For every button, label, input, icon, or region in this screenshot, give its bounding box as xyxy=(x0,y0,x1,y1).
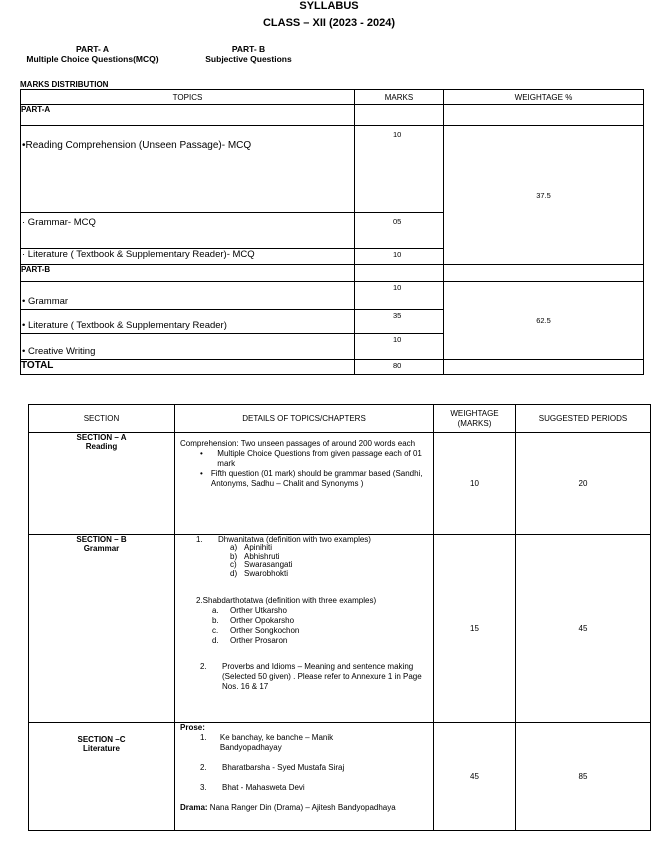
list-text: Bhat - Mahasweta Devi xyxy=(222,783,305,792)
table-header-row xyxy=(29,405,651,433)
marks-cell: 10 xyxy=(355,126,444,213)
section-b-sub: Grammar xyxy=(83,544,120,553)
sub-letter: a. xyxy=(212,606,219,615)
sub-letter: c) xyxy=(230,560,237,569)
list-item xyxy=(200,662,433,692)
list-text: Proverbs and Idioms – Meaning and sentence making (Selected 50 given) . Please refer to Annexure 1 in Page Nos. 16 & 17 xyxy=(222,662,422,691)
topic-cell: • Grammar xyxy=(21,282,355,310)
list-item xyxy=(200,733,380,753)
marks-distribution-heading: MARKS DISTRIBUTION xyxy=(20,80,109,89)
section-c-details xyxy=(175,723,434,831)
list-item xyxy=(200,449,433,469)
header-suggested-periods: SUGGESTED PERIODS xyxy=(516,405,651,433)
marks-cell: 05 xyxy=(355,213,444,249)
header-marks: MARKS xyxy=(355,90,444,105)
section-c-weight: 45 xyxy=(434,723,516,831)
part-a-title: PART- A xyxy=(75,44,110,54)
part-b-label xyxy=(186,44,311,64)
list-item xyxy=(200,469,433,489)
list-item xyxy=(230,570,433,579)
sub-letter: c. xyxy=(212,626,219,635)
sub-text: Orther Prosaron xyxy=(230,636,288,645)
empty-cell xyxy=(444,105,644,126)
empty-cell xyxy=(355,105,444,126)
bullet-icon: • xyxy=(200,469,203,478)
list-number: 2. xyxy=(200,763,207,772)
list-item xyxy=(200,783,433,793)
section-c-row xyxy=(29,723,651,831)
sub-letter: b) xyxy=(230,551,238,561)
section-b-row xyxy=(29,535,651,723)
drama-label: Drama: xyxy=(180,803,208,812)
sub-letter: d) xyxy=(230,568,238,578)
sub-text: Abhishruti xyxy=(244,551,280,561)
empty-cell xyxy=(444,360,644,375)
sections-table xyxy=(28,404,651,831)
section-c-name: SECTION –C xyxy=(77,735,126,744)
topic-cell: • Creative Writing xyxy=(21,334,355,360)
list-text: Bharatbarsha - Syed Mustafa Siraj xyxy=(222,763,345,772)
list-number: 2. xyxy=(200,662,207,671)
drama-line xyxy=(180,803,410,813)
part-a-subtitle: Multiple Choice Questions(MCQ) xyxy=(26,54,159,64)
part-a-row xyxy=(21,105,644,126)
table-header-row xyxy=(21,90,644,105)
prose-label: Prose: xyxy=(180,723,205,732)
part-a-cell: PART-A xyxy=(21,105,355,126)
section-b-cell xyxy=(29,535,175,723)
topic-cell: · Grammar- MCQ xyxy=(21,213,355,249)
sub-letter: d. xyxy=(212,636,219,645)
list-number: 3. xyxy=(200,783,207,792)
marks-cell: 10 xyxy=(355,282,444,310)
marks-distribution-table xyxy=(20,89,644,375)
sub-letter: b. xyxy=(212,616,219,625)
bullet-icon: • xyxy=(200,449,203,458)
section-b-periods: 45 xyxy=(516,535,651,723)
list-number: 1. xyxy=(200,733,207,742)
part-a-label xyxy=(20,44,165,64)
list-item xyxy=(212,636,433,646)
sub-text: Orther Opokarsho xyxy=(230,616,295,625)
part-b-row xyxy=(21,265,644,282)
section-b-name: SECTION – B xyxy=(76,535,127,544)
header-weightage-marks: WEIGHTAGE (MARKS) xyxy=(434,405,516,433)
empty-cell xyxy=(355,265,444,282)
list-text: Ke banchay, ke banche – Manik Bandyopadhayay xyxy=(219,733,334,752)
part-b-title: PART- B xyxy=(231,44,266,54)
marks-cell: 10 xyxy=(355,249,444,265)
topic-cell: •Reading Comprehension (Unseen Passage)- MCQ xyxy=(21,126,355,213)
section-c-cell xyxy=(29,723,175,831)
topic-cell: • Literature ( Textbook & Supplementary Reader) xyxy=(21,310,355,334)
section-a-weight: 10 xyxy=(434,433,516,535)
list-item xyxy=(212,606,433,616)
header-details: DETAILS OF TOPICS/CHAPTERS xyxy=(175,405,434,433)
section-a-row xyxy=(29,433,651,535)
sub-text: Orther Utkarsho xyxy=(230,606,287,615)
weightage-a-cell: 37.5 xyxy=(444,126,644,265)
empty-cell xyxy=(444,265,644,282)
sub-text: Swarobhokti xyxy=(244,568,289,578)
section-a-cell xyxy=(29,433,175,535)
header-weightage: WEIGHTAGE % xyxy=(444,90,644,105)
section-c-sub: Literature xyxy=(83,744,120,753)
list-item xyxy=(200,763,433,773)
list-heading: 2.Shabdarthotatwa (definition with three examples) xyxy=(196,596,377,605)
list-text: Dhwanitatwa (definition with two examples) xyxy=(218,535,371,544)
sub-text: Swarasangati xyxy=(244,560,293,569)
sub-text: Orther Songkochon xyxy=(230,626,300,635)
section-a-name: SECTION – A xyxy=(76,433,127,442)
part-b-cell: PART-B xyxy=(21,265,355,282)
bullet-text: Fifth question (01 mark) should be grammar based (Sandhi, Antonyms, Sadhu – Chalit and Synonyms ) xyxy=(210,469,423,488)
table-row xyxy=(21,126,644,213)
drama-text: Nana Ranger Din (Drama) – Ajitesh Bandyopadhaya xyxy=(207,803,396,812)
table-row xyxy=(21,282,644,310)
sub-letter: a) xyxy=(230,543,238,552)
class-title: CLASS – XII (2023 - 2024) xyxy=(262,17,396,29)
total-row xyxy=(21,360,644,375)
marks-cell: 35 xyxy=(355,310,444,334)
header-topics: TOPICS xyxy=(21,90,355,105)
total-label: TOTAL xyxy=(21,360,355,375)
section-a-intro: Comprehension: Two unseen passages of around 200 words each xyxy=(180,439,416,448)
section-b-details xyxy=(175,535,434,723)
bullet-text: Multiple Choice Questions from given passage each of 01 mark xyxy=(217,449,422,468)
section-b-weight: 15 xyxy=(434,535,516,723)
list-item xyxy=(212,626,433,636)
part-b-subtitle: Subjective Questions xyxy=(205,54,292,64)
section-a-sub: Reading xyxy=(85,442,118,451)
sub-text: Apinihiti xyxy=(244,543,273,552)
header-section: SECTION xyxy=(29,405,175,433)
list-number: 1. xyxy=(196,535,203,544)
list-item xyxy=(212,616,433,626)
section-c-periods: 85 xyxy=(516,723,651,831)
syllabus-title: SYLLABUS xyxy=(299,0,359,12)
marks-cell: 10 xyxy=(355,334,444,360)
section-a-periods: 20 xyxy=(516,433,651,535)
total-marks: 80 xyxy=(355,360,444,375)
topic-cell: · Literature ( Textbook & Supplementary Reader)- MCQ xyxy=(21,249,355,265)
section-a-details xyxy=(175,433,434,535)
weightage-b-cell: 62.5 xyxy=(444,282,644,360)
